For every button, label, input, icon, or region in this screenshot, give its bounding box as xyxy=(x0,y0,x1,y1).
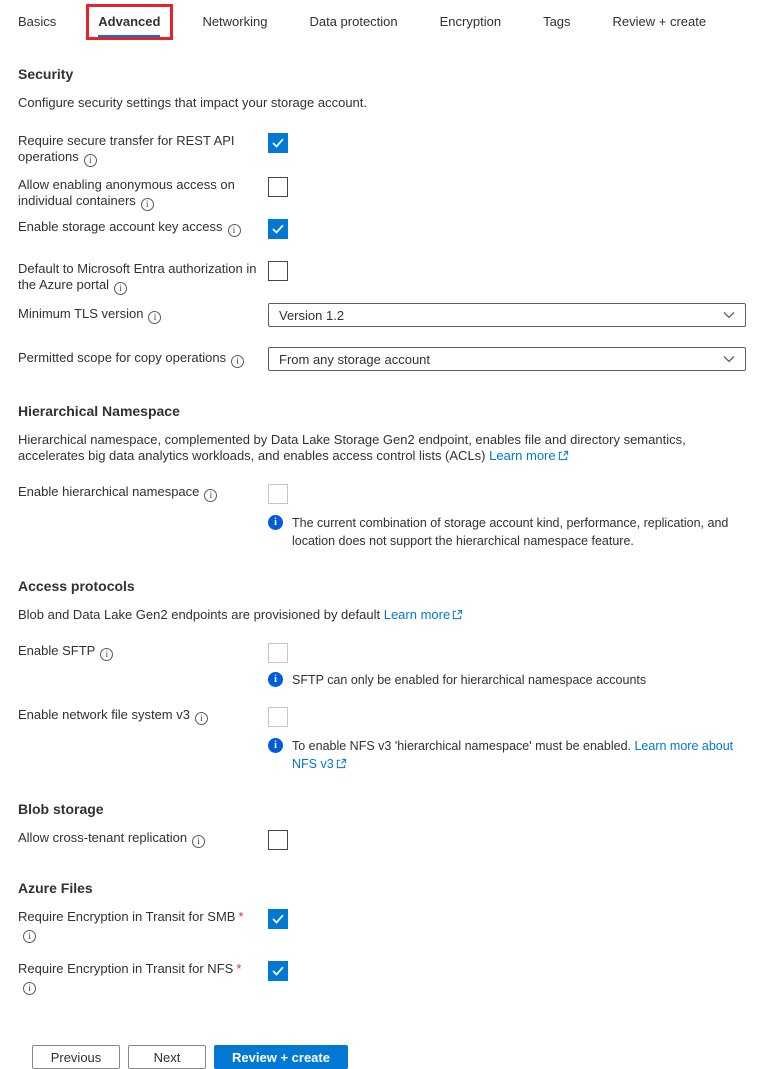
checkbox-cross-tenant-replication[interactable] xyxy=(268,830,288,850)
field-label-text: Allow enabling anonymous access on individual containers xyxy=(18,177,235,208)
field-label-text: Enable hierarchical namespace xyxy=(18,484,200,499)
row-account-key-access xyxy=(18,219,748,239)
info-icon[interactable]: i xyxy=(228,224,241,237)
checkbox-hierarchical-namespace xyxy=(268,484,288,504)
field-label xyxy=(18,707,268,725)
link-text: Learn more xyxy=(383,607,451,622)
field-label xyxy=(18,830,268,848)
tab-review-create[interactable]: Review + create xyxy=(612,14,707,29)
wizard-footer xyxy=(18,1045,748,1069)
row-minimum-tls xyxy=(18,303,748,327)
row-enable-nfs-v3 xyxy=(18,707,748,727)
info-icon[interactable]: i xyxy=(231,355,244,368)
info-icon[interactable]: i xyxy=(148,311,161,324)
tab-tags[interactable]: Tags xyxy=(543,14,571,29)
field-control xyxy=(268,133,748,153)
row-enable-sftp xyxy=(18,643,748,663)
checkmark-icon xyxy=(272,914,284,924)
field-control xyxy=(268,830,748,850)
security-description: Configure security settings that impact your storage account. xyxy=(18,95,368,110)
learn-more-link[interactable] xyxy=(489,448,568,463)
field-label xyxy=(18,350,268,368)
field-label-text: Enable network file system v3 xyxy=(18,707,190,722)
review-create-button[interactable]: Review + create xyxy=(214,1045,348,1069)
hierarchical-description xyxy=(18,432,748,464)
field-control xyxy=(268,219,748,239)
field-label xyxy=(18,484,268,502)
info-icon[interactable]: i xyxy=(114,282,127,295)
access-protocols-description xyxy=(18,607,748,623)
tab-advanced-wrap xyxy=(98,8,160,38)
field-label-text: Allow cross-tenant replication xyxy=(18,830,188,845)
info-icon[interactable]: i xyxy=(23,930,36,943)
field-label-text: Permitted scope for copy operations xyxy=(18,350,227,365)
hierarchical-info-message xyxy=(268,514,748,550)
info-icon[interactable]: i xyxy=(195,712,208,725)
required-marker: * xyxy=(236,961,242,976)
checkbox-enable-nfs-v3 xyxy=(268,707,288,727)
field-label xyxy=(18,261,268,295)
field-label-text: Enable storage account key access xyxy=(18,219,223,234)
field-label-text: Require secure transfer for REST API operations xyxy=(18,133,235,164)
checkbox-smb-encryption[interactable] xyxy=(268,909,288,929)
info-text-part: To enable NFS v3 'hierarchical namespace' must be enabled. xyxy=(292,739,631,753)
chevron-down-icon xyxy=(723,311,735,319)
field-label xyxy=(18,643,268,661)
chevron-down-icon xyxy=(723,355,735,363)
field-control xyxy=(268,261,748,281)
nfs-info-message xyxy=(268,737,748,773)
tab-networking[interactable]: Networking xyxy=(202,14,268,29)
tab-data-protection[interactable]: Data protection xyxy=(309,14,398,29)
checkbox-require-secure-transfer[interactable] xyxy=(268,133,288,153)
checkbox-entra-authorization[interactable] xyxy=(268,261,288,281)
learn-more-link[interactable] xyxy=(384,607,463,622)
field-control xyxy=(268,909,748,929)
link-text: Learn more xyxy=(489,448,556,463)
checkbox-account-key-access[interactable] xyxy=(268,219,288,239)
info-filled-icon: i xyxy=(268,515,283,530)
info-message-text: The current combination of storage account kind, performance, replication, and location does not support the hierarchical namespace feature. xyxy=(292,516,729,548)
checkmark-icon xyxy=(272,224,284,234)
tab-bar xyxy=(0,0,764,38)
description-text: Blob and Data Lake Gen2 endpoints are provisioned by default xyxy=(18,607,381,622)
tab-basics[interactable]: Basics xyxy=(18,14,57,29)
field-label xyxy=(18,219,268,237)
field-control xyxy=(268,484,748,504)
minimum-tls-dropdown[interactable] xyxy=(268,303,746,327)
previous-button[interactable]: Previous xyxy=(32,1045,120,1069)
dropdown-value: Version 1.2 xyxy=(279,307,345,323)
blob-storage-heading: Blob storage xyxy=(18,801,104,817)
copy-scope-dropdown[interactable] xyxy=(268,347,746,371)
field-label-text: Default to Microsoft Entra authorization in the Azure portal xyxy=(18,261,257,292)
checkmark-icon xyxy=(272,966,284,976)
azure-files-heading: Azure Files xyxy=(18,880,93,896)
tab-advanced[interactable]: Advanced xyxy=(98,8,160,38)
row-cross-tenant-replication xyxy=(18,830,748,850)
field-control xyxy=(268,347,748,371)
link-text: Learn more about NFS v3 xyxy=(292,739,734,771)
tab-encryption[interactable]: Encryption xyxy=(439,14,502,29)
field-label xyxy=(18,909,268,943)
field-label-text: Enable SFTP xyxy=(18,643,96,658)
row-hierarchical-namespace xyxy=(18,484,748,504)
info-message-text: SFTP can only be enabled for hierarchical namespace accounts xyxy=(292,673,647,687)
field-control xyxy=(268,961,748,981)
external-link-icon xyxy=(558,450,569,461)
row-anonymous-access xyxy=(18,177,748,211)
field-label xyxy=(18,961,268,995)
checkbox-anonymous-access[interactable] xyxy=(268,177,288,197)
info-icon[interactable]: i xyxy=(192,835,205,848)
checkmark-icon xyxy=(272,138,284,148)
external-link-icon xyxy=(452,609,463,620)
info-message-text xyxy=(292,737,747,773)
next-button[interactable]: Next xyxy=(128,1045,206,1069)
checkbox-nfs-encryption[interactable] xyxy=(268,961,288,981)
row-smb-encryption xyxy=(18,909,748,943)
field-control xyxy=(268,177,748,197)
row-require-secure-transfer xyxy=(18,133,748,167)
field-label-text: Minimum TLS version xyxy=(18,306,144,321)
dropdown-value: From any storage account xyxy=(279,351,431,367)
field-control xyxy=(268,643,748,663)
field-label xyxy=(18,133,268,167)
info-icon[interactable]: i xyxy=(23,982,36,995)
field-label xyxy=(18,306,268,324)
info-icon[interactable]: i xyxy=(204,489,217,502)
advanced-tab-content xyxy=(0,66,764,1069)
info-icon[interactable]: i xyxy=(84,154,97,167)
description-text: Hierarchical namespace, complemented by Data Lake Storage Gen2 endpoint, enables file and directory semantics, accelerates big data analytics workloads, and enables access control lists (ACLs) xyxy=(18,432,686,463)
external-link-icon xyxy=(336,758,347,769)
info-filled-icon: i xyxy=(268,672,283,687)
info-icon[interactable]: i xyxy=(100,648,113,661)
hierarchical-heading: Hierarchical Namespace xyxy=(18,403,180,419)
access-protocols-heading: Access protocols xyxy=(18,578,135,594)
row-copy-scope xyxy=(18,347,748,371)
field-control xyxy=(268,303,748,327)
field-label-text: Require Encryption in Transit for SMB xyxy=(18,909,236,924)
field-label xyxy=(18,177,268,211)
field-label-text: Require Encryption in Transit for NFS xyxy=(18,961,234,976)
required-marker: * xyxy=(238,909,244,924)
info-icon[interactable]: i xyxy=(141,198,154,211)
row-entra-authorization xyxy=(18,261,748,295)
field-control xyxy=(268,707,748,727)
info-filled-icon: i xyxy=(268,738,283,753)
security-heading: Security xyxy=(18,66,74,82)
sftp-info-message xyxy=(268,671,748,689)
checkbox-enable-sftp xyxy=(268,643,288,663)
row-nfs-encryption xyxy=(18,961,748,995)
